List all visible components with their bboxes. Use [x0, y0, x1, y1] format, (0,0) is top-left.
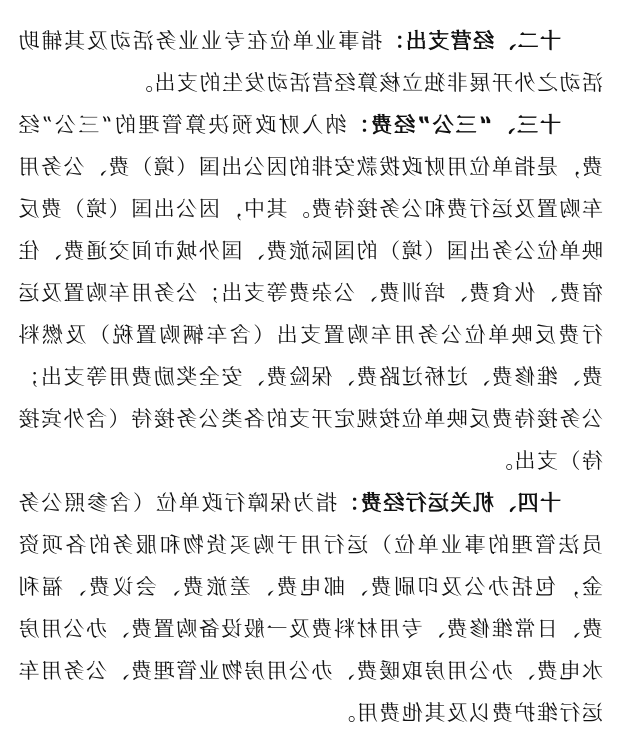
paragraph-agency-operating-funds — [17, 482, 603, 734]
paragraph-operating-expenditure — [17, 20, 603, 104]
document-body — [17, 20, 603, 734]
paragraph-three-public-funds — [17, 104, 603, 482]
definition-agency-operating-funds: 指为保障行政单位（含参照公务员法管理的事业单位）运行用于购买货物和服务的各项资金，包括办公及印刷费、邮电费、差旅费、会议费、福利费、日常维修费、专用材料费及一般设备购置费、办公用房水电费、办公用房取暖费、办公用房物业管理费、公务用车运行维护费以及其他费用。 — [16, 491, 603, 725]
term-operating-expenditure: 十二、经营支出： — [382, 29, 561, 53]
term-three-public-funds: 十三、“三公”经费： — [346, 113, 561, 137]
definition-operating-expenditure: 指事业单位在专业业务活动及其辅助活动之外开展非独立核算经营活动发生的支出。 — [16, 29, 603, 95]
term-agency-operating-funds: 十四、机关运行经费： — [337, 491, 561, 515]
definition-three-public-funds: 纳入财政预决算管理的“三公”经费，是指单位用财政拨款安排的因公出国（境）费、公务用车购置及运行费和公务接待费。其中，因公出国（境）费反映单位公务出国（境）的国际旅费、国外城市间交通费、住宿费、伙食费、培训费、公杂费等支出；公务用车购置及运行费反映单位公务用车购置支出（含车辆购置税）及燃料费、维修费、过桥过路费、保险费、安全奖励费用等支出；公务接待费反映单位按规定开支的各类公务接待（含外宾接待）支出。 — [17, 113, 603, 473]
